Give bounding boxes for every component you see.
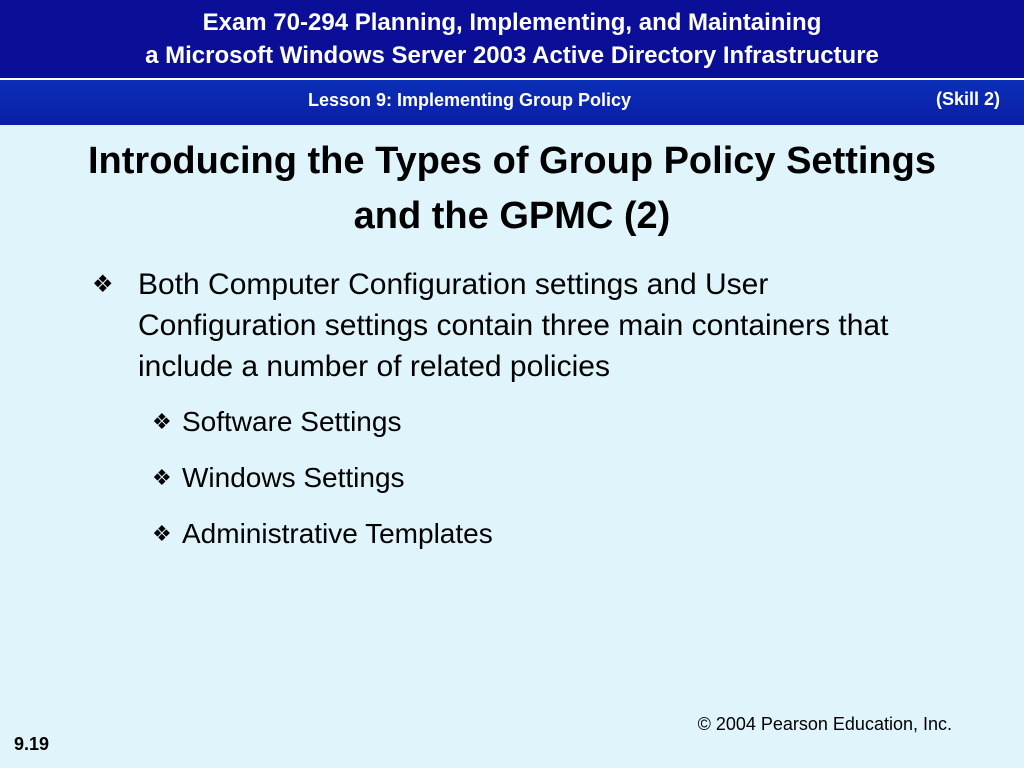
course-title-line-1: Exam 70-294 Planning, Implementing, and Maintaining xyxy=(202,9,822,36)
skill-label: (Skill 2) xyxy=(935,89,1000,109)
list-item xyxy=(152,402,852,458)
sub-item-label: Windows Settings xyxy=(182,462,405,493)
main-bullet-text: Both Computer Configuration settings and User Configuration settings contain three main containers that include a number of related policies xyxy=(138,268,889,383)
copyright-notice: © 2004 Pearson Education, Inc. xyxy=(697,714,952,734)
diamond-bullet-icon: ❖ xyxy=(92,271,114,298)
lesson-title: Lesson 9: Implementing Group Policy xyxy=(308,90,632,110)
sub-item-label: Administrative Templates xyxy=(182,518,493,549)
list-item xyxy=(152,514,852,570)
diamond-bullet-icon: ❖ xyxy=(152,409,172,434)
lesson-bar xyxy=(0,80,1024,125)
diamond-bullet-icon: ❖ xyxy=(152,465,172,490)
list-item xyxy=(152,458,852,514)
sub-bullet-list xyxy=(152,402,852,570)
slide-title xyxy=(0,134,1024,244)
course-title-line-2: a Microsoft Windows Server 2003 Active Directory Infrastructure xyxy=(145,42,879,69)
slide-title-line-1: Introducing the Types of Group Policy Settings xyxy=(87,140,936,182)
diamond-bullet-icon: ❖ xyxy=(152,521,172,546)
slide-title-line-2: and the GPMC (2) xyxy=(353,195,671,237)
slide-number: 9.19 xyxy=(14,734,50,754)
sub-item-label: Software Settings xyxy=(182,406,402,437)
main-bullet xyxy=(92,264,952,387)
course-header xyxy=(0,0,1024,78)
